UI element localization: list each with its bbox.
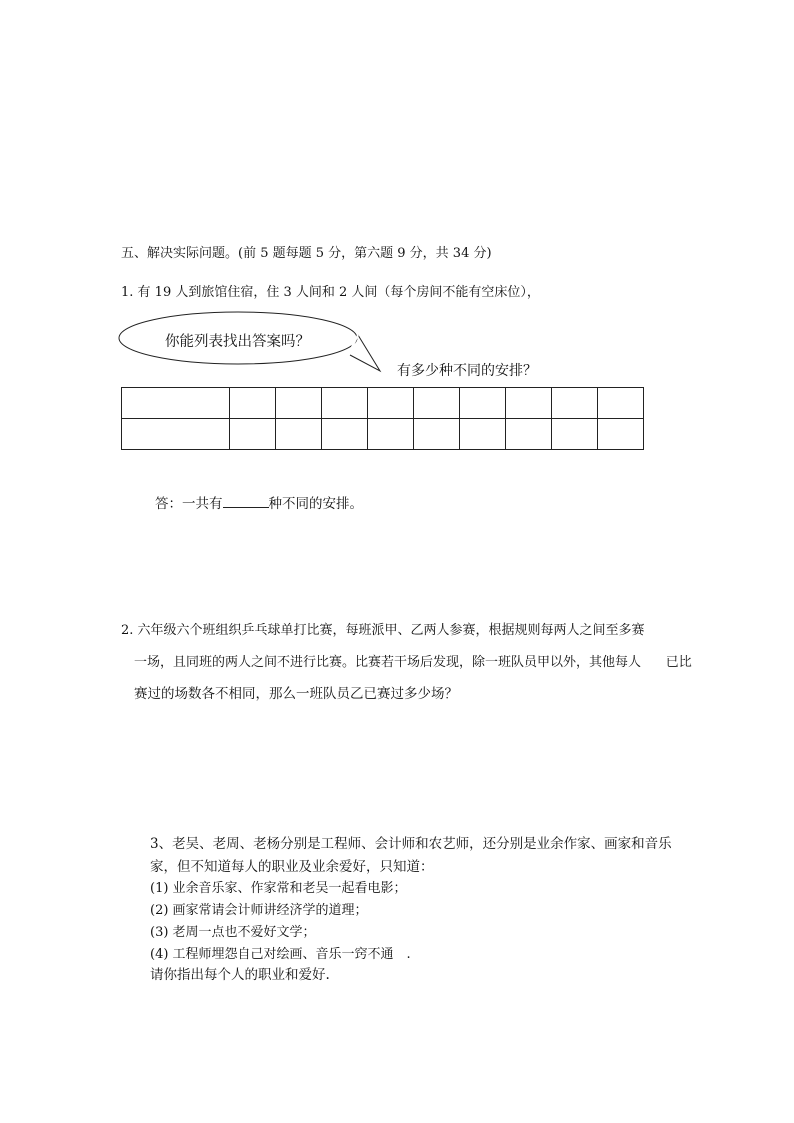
table-row	[122, 388, 644, 419]
question-3-clue-4: (4) 工程师埋怨自己对绘画、音乐一窍不通 .	[150, 947, 411, 962]
answer-line	[155, 492, 363, 512]
section-title: 五、解决实际问题。(前 5 题每题 5 分，第六题 9 分，共 34 分)	[121, 246, 492, 261]
question-3-prompt: 请你指出每个人的职业和爱好.	[150, 967, 330, 983]
table-cell	[506, 388, 552, 419]
table-row	[122, 419, 644, 450]
table-cell	[368, 388, 414, 419]
answer-suffix: 种不同的安排。	[268, 496, 363, 512]
table-cell	[322, 388, 368, 419]
table-cell	[552, 419, 598, 450]
table-cell	[460, 388, 506, 419]
question-3-line-2: 家，但不知道每人的职业及业余爱好，只知道：	[150, 859, 434, 875]
answer-table	[121, 387, 644, 450]
answer-prefix: 答：一共有	[155, 496, 223, 512]
question-2-line-2: 一场，且同班的两人之间不进行比赛。比赛若干场后发现，除一班队员甲以外，其他每人 已比	[134, 655, 692, 670]
table-cell	[598, 419, 644, 450]
table-cell	[322, 419, 368, 450]
arrangement-question: 有多少种不同的安排？	[397, 363, 537, 379]
question-3-clue-1: (1) 业余音乐家、作家常和老吴一起看电影；	[150, 881, 407, 896]
question-2-line-1: 2. 六年级六个班组织乒乓球单打比赛，每班派甲、乙两人参赛，根据规则每两人之间至多赛	[121, 623, 645, 638]
table-cell	[230, 419, 276, 450]
table-cell	[276, 388, 322, 419]
table-cell	[598, 388, 644, 419]
question-3-line-1: 3、老吴、老周、老杨分别是工程师、会计师和农艺师，还分别是业余作家、画家和音乐	[150, 836, 672, 852]
question-1-text: 1. 有 19 人到旅馆住宿，住 3 人间和 2 人间（每个房间不能有空床位），	[121, 285, 540, 300]
table-cell	[122, 388, 230, 419]
table-cell	[368, 419, 414, 450]
question-2-line-3: 赛过的场数各不相同，那么一班队员乙已赛过多少场？	[134, 686, 458, 702]
table-cell	[122, 419, 230, 450]
question-3-clue-2: (2) 画家常请会计师讲经济学的道理；	[150, 903, 368, 918]
table-cell	[230, 388, 276, 419]
table-cell	[552, 388, 598, 419]
answer-blank[interactable]	[223, 494, 269, 508]
table-cell	[414, 419, 460, 450]
question-3-clue-3: (3) 老周一点也不爱好文学；	[150, 925, 316, 940]
table-cell	[460, 419, 506, 450]
speech-bubble-text: 你能列表找出答案吗？	[165, 334, 310, 350]
table-cell	[506, 419, 552, 450]
table-cell	[276, 419, 322, 450]
table-cell	[414, 388, 460, 419]
